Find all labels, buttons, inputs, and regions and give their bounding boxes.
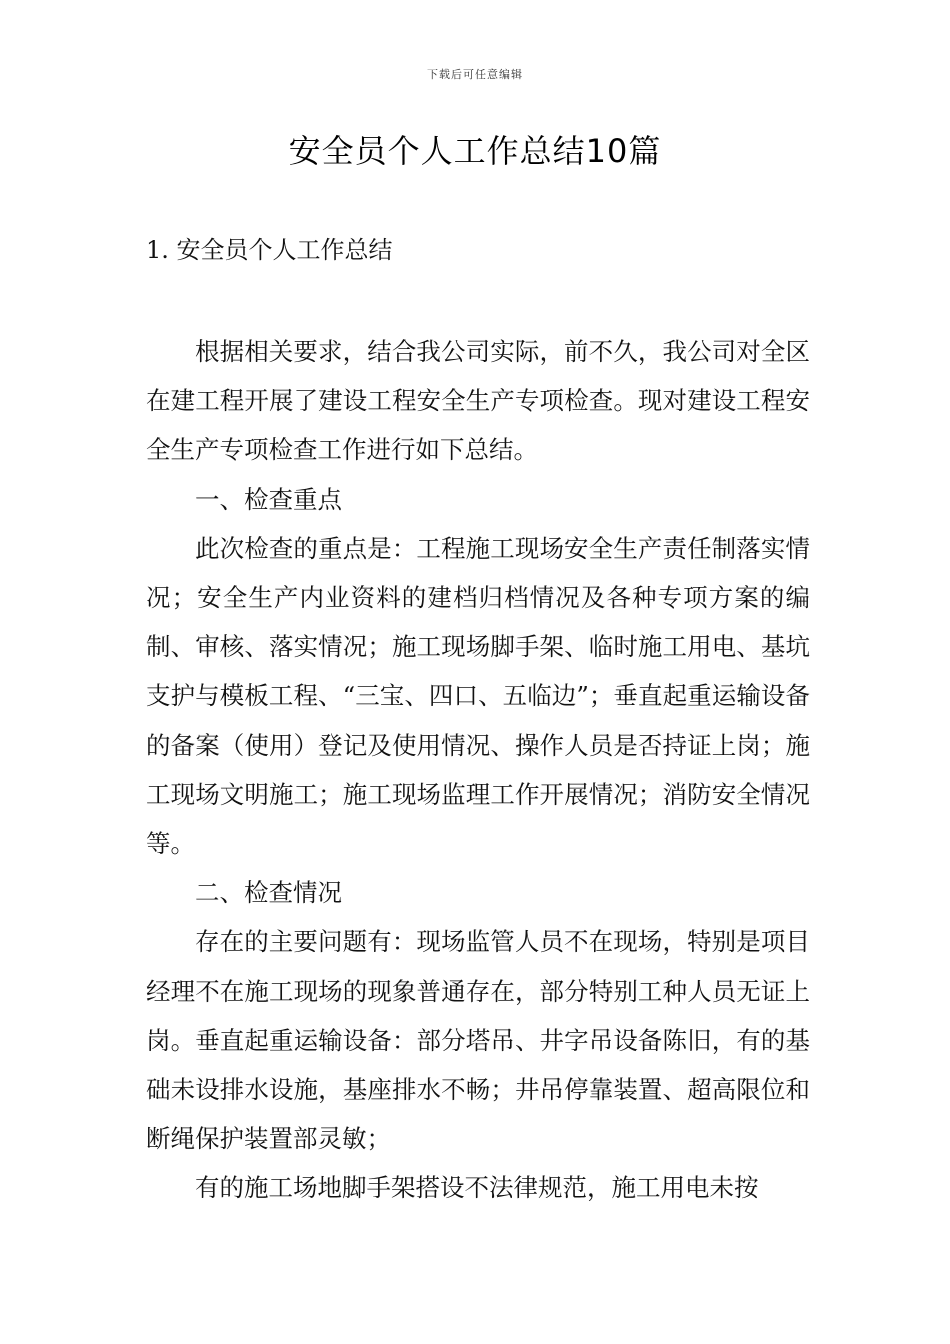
paragraph-intro: 根据相关要求，结合我公司实际，前不久，我公司对全区在建工程开展了建设工程安全生产专项检查。现对建设工程安全生产专项检查工作进行如下总结。: [146, 337, 810, 465]
subheading-inspection-status: 二、检查情况: [195, 878, 342, 908]
body-text: [146, 327, 810, 1213]
document-title: 安全员个人工作总结10篇: [288, 132, 662, 170]
paragraph-inspection-focus: 此次检查的重点是：工程施工现场安全生产责任制落实情况；安全生产内业资料的建档归档情况及各种专项方案的编制、审核、落实情况；施工现场脚手架、临时施工用电、基坑支护与模板工程、“三宝、四口、五临边”；垂直起重运输设备的备案（使用）登记及使用情况、操作人员是否持证上岗；施工现场文明施工；施工现场监理工作开展情况；消防安全情况等。: [146, 533, 810, 859]
header-note: 下载后可任意编辑: [427, 68, 523, 81]
section-heading: 1. 安全员个人工作总结: [146, 236, 393, 264]
paragraph-main-problems: 存在的主要问题有：现场监管人员不在现场，特别是项目经理不在施工现场的现象普通存在，部分特别工种人员无证上岗。垂直起重运输设备：部分塔吊、井字吊设备陈旧，有的基础未设排水设施，基座排水不畅；井吊停靠装置、超高限位和断绳保护装置部灵敏；: [146, 927, 810, 1154]
subheading-inspection-focus: 一、检查重点: [195, 484, 342, 514]
paragraph-scaffolding: 有的施工场地脚手架搭设不法律规范，施工用电未按: [195, 1173, 759, 1203]
